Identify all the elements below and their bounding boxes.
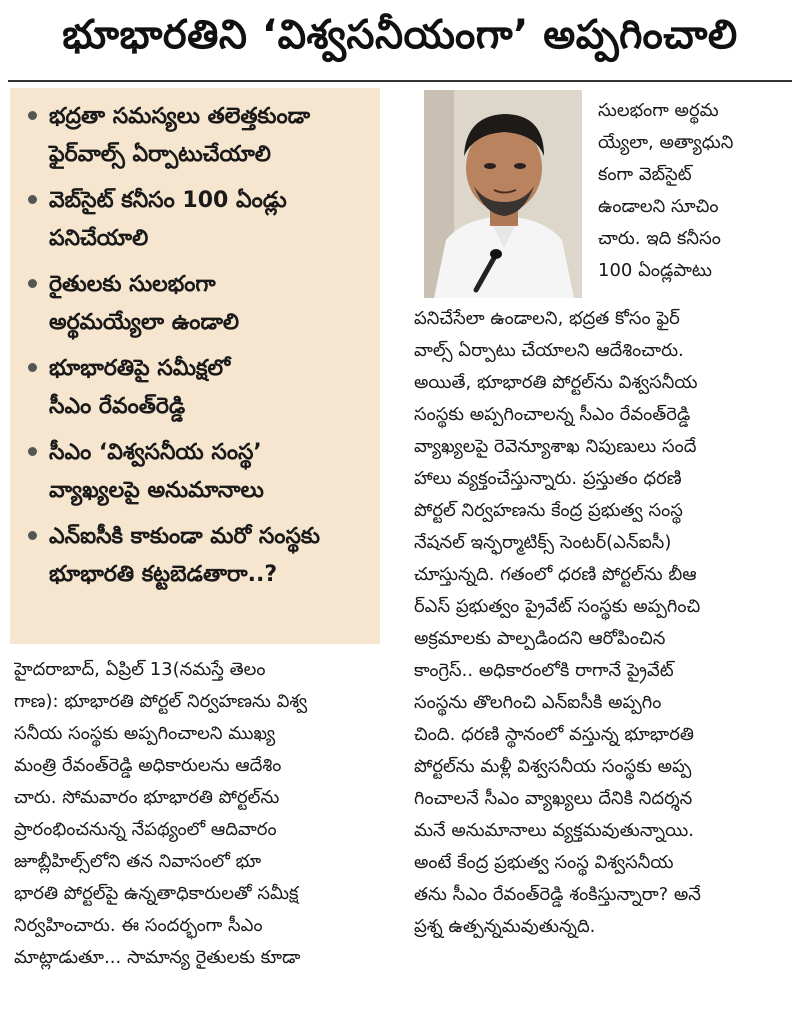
body-line: మనే అనుమానాలు వ్యక్తమవుతున్నాయి. — [414, 820, 694, 841]
body-line: య్యేలా, అత్యాధుని — [598, 132, 734, 153]
highlight-text: వెబ్‌సైట్ కనీసం 100 ఏండ్లు పనిచేయాలి — [49, 188, 287, 251]
headline-rule — [8, 80, 792, 82]
body-line: సంస్థను తొలగించి ఎన్‌ఐసీకి అప్పగిం — [414, 692, 662, 713]
body-line: జూబ్లీహిల్స్‌లోని తన నివాసంలో భూ — [14, 851, 262, 872]
body-line: నేషనల్ ఇన్ఫర్మాటిక్స్ సెంటర్(ఎన్‌ఐసీ) — [414, 532, 672, 553]
highlight-item — [24, 518, 370, 594]
highlight-text: రైతులకు సులభంగా అర్థమయ్యేలా ఉండాలి — [49, 272, 240, 335]
body-line: మంత్రి రేవంత్‌రెడ్డి అధికారులను ఆదేశిం — [14, 755, 282, 776]
body-line: 100 ఏండ్లపాటు — [598, 260, 713, 281]
body-column-left — [14, 654, 380, 974]
highlight-text: ఎన్‌ఐసీకి కాకుండా మరో సంస్థకు భూభారతి కట్టబెడతారా..? — [49, 524, 320, 587]
highlight-text: భూభారతిపై సమీక్షలో సీఎం రేవంత్‌రెడ్డి — [49, 356, 231, 419]
body-line: అయితే, భూభారతి పోర్టల్‌ను విశ్వసనీయ — [414, 372, 698, 393]
body-line: అంటే కేంద్ర ప్రభుత్వ సంస్థ విశ్వసనీయ — [414, 852, 674, 873]
body-line: ర్‌ఎస్ ప్రభుత్వం ప్రైవేట్ సంస్థకు అప్పగించి — [414, 596, 701, 617]
body-line: ఉండాలని సూచిం — [598, 196, 719, 217]
bullet-icon — [28, 363, 37, 372]
body-line: హాలు వ్యక్తంచేస్తున్నారు. ప్రస్తుతం ధరణి — [414, 468, 682, 489]
highlight-item — [24, 182, 370, 258]
body-line: గాణ): భూభారతి పోర్టల్ నిర్వహణను విశ్వ — [14, 691, 308, 712]
body-line: భారతి పోర్టల్‌పై ఉన్నతాధికారులతో సమీక్ష — [14, 883, 299, 904]
highlight-text: భద్రతా సమస్యలు తలెత్తకుండా ఫైర్‌వాల్స్ ఏర్పాటుచేయాలి — [49, 104, 311, 167]
body-line: సులభంగా అర్థమ — [598, 100, 719, 121]
body-line: పోర్టల్ నిర్వహణను కేంద్ర ప్రభుత్వ సంస్థ — [414, 500, 683, 521]
body-line: పనిచేసేలా ఉండాలని, భద్రత కోసం ఫైర్ — [414, 308, 680, 329]
highlight-item — [24, 266, 370, 342]
highlights-box — [10, 88, 380, 644]
body-line: గించాలనే సీఎం వ్యాఖ్యలు దేనికి నిదర్శన — [414, 788, 693, 809]
body-line: పోర్టల్‌ను మళ్లీ విశ్వసనీయ సంస్థకు అప్ప — [414, 756, 692, 777]
body-line: వాల్స్ ఏర్పాటు చేయాలని ఆదేశించారు. — [414, 340, 684, 361]
body-line: ప్రారంభించనున్న నేపథ్యంలో ఆదివారం — [14, 819, 277, 840]
bullet-icon — [28, 279, 37, 288]
body-line: సంస్థకు అప్పగించాలన్న సీఎం రేవంత్‌రెడ్డి — [414, 404, 691, 425]
body-line: చింది. ధరణి స్థానంలో వస్తున్న భూభారతి — [414, 724, 694, 745]
highlight-item — [24, 434, 370, 510]
bullet-icon — [28, 195, 37, 204]
body-line: చారు. ఇది కనీసం — [598, 228, 721, 249]
body-line: కంగా వెబ్‌సైట్ — [598, 164, 692, 185]
body-line: తను సీఎం రేవంత్‌రెడ్డి శంకిస్తున్నారా? అనే — [414, 884, 701, 905]
cm-photo — [424, 90, 582, 298]
body-line: కాంగ్రెస్.. అధికారంలోకి రాగానే ప్రైవేట్ — [414, 660, 674, 681]
highlight-item — [24, 98, 370, 174]
body-line: మాట్లాడుతూ... సామాన్య రైతులకు కూడా — [14, 947, 301, 968]
body-line: చారు. సోమవారం భూభారతి పోర్టల్‌ను — [14, 787, 280, 808]
body-line: వ్యాఖ్యలపై రెవెన్యూశాఖ నిపుణులు సందే — [414, 436, 697, 457]
bullet-icon — [28, 531, 37, 540]
bullet-icon — [28, 447, 37, 456]
body-line: నిర్వహించారు. ఈ సందర్భంగా సీఎం — [14, 915, 263, 936]
bullet-icon — [28, 111, 37, 120]
body-line: హైదరాబాద్, ఏప్రిల్ 13(నమస్తే తెలం — [14, 659, 266, 680]
body-line: సనీయ సంస్థకు అప్పగించాలని ముఖ్య — [14, 723, 276, 744]
body-line: అక్రమాలకు పాల్పడిందని ఆరోపించిన — [414, 628, 666, 649]
highlight-item — [24, 350, 370, 426]
body-line: చూస్తున్నది. గతంలో ధరణి పోర్టల్‌ను బీఆ — [414, 564, 697, 585]
highlight-text: సీఎం ‘విశ్వసనీయ సంస్థ’ వ్యాఖ్యలపై అనుమానాలు — [49, 440, 264, 503]
headline: భూభారతిని ‘విశ్వసనీయంగా’ అప్పగించాలి — [62, 12, 738, 58]
body-column-right-top — [598, 95, 788, 287]
portrait-image — [424, 90, 582, 298]
body-column-right — [414, 303, 790, 943]
body-line: ప్రశ్న ఉత్పన్నమవుతున్నది. — [414, 916, 596, 937]
